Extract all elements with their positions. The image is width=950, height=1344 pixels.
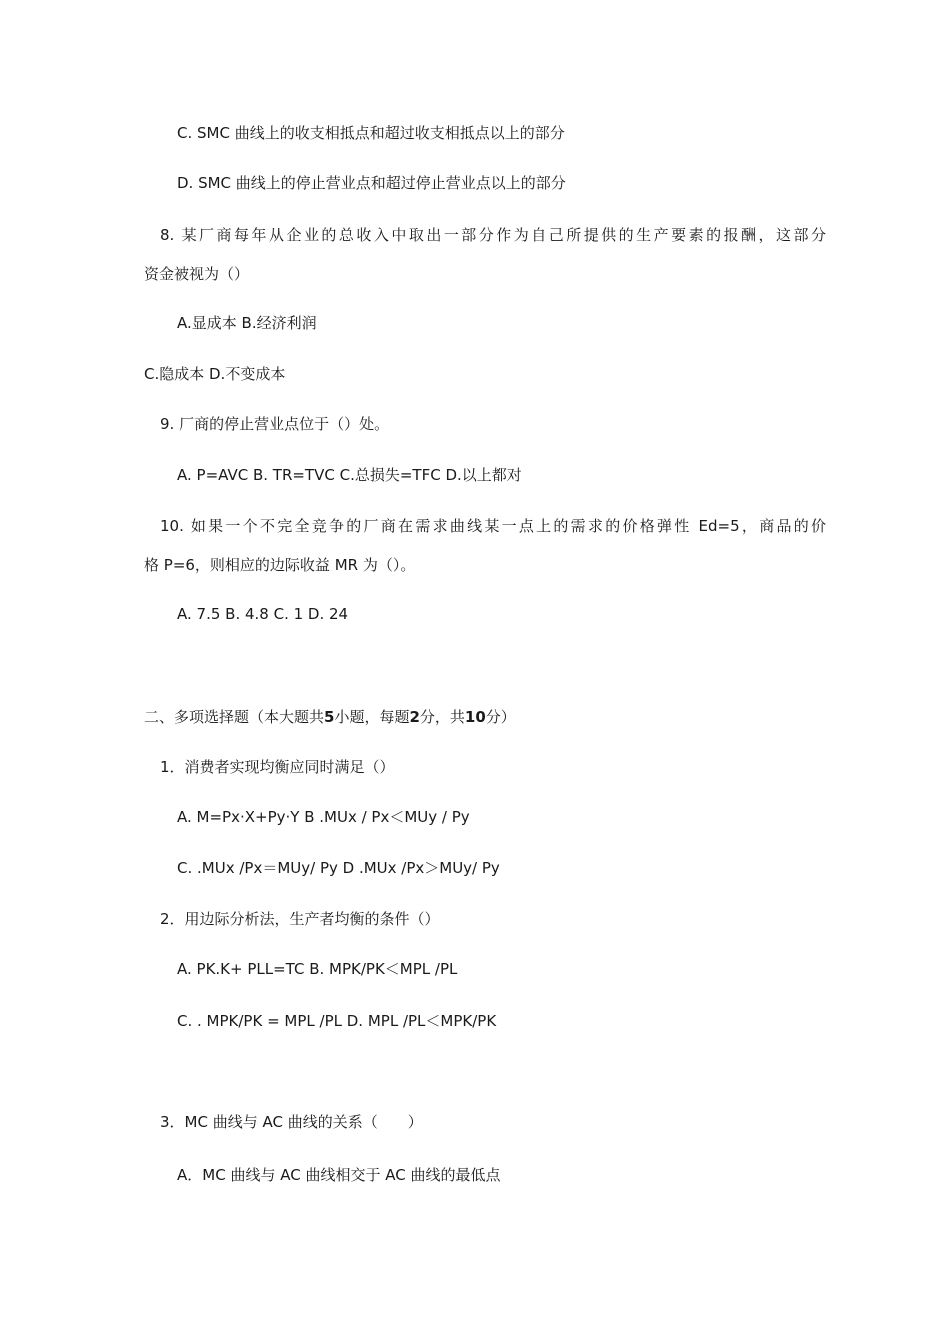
section2-question-count: 5 xyxy=(324,708,335,726)
q8-stem-line1: 8. 某厂商每年从企业的总收入中取出一部分作为自己所提供的生产要素的报酬，这部分 xyxy=(160,226,826,244)
m3-stem: 3．MC 曲线与 AC 曲线的关系（ ） xyxy=(160,1113,423,1131)
q9-stem: 9. 厂商的停止营业点位于（）处。 xyxy=(160,415,390,433)
m1-options-cd: C. .MUx /Px＝MUy/ Py D .MUx /Px＞MUy/ Py xyxy=(177,859,500,877)
m1-options-ab: A. M=Px·X+Py·Y B .MUx / Px＜MUy / Py xyxy=(177,808,470,826)
section2-total-points: 10 xyxy=(464,708,486,726)
m2-options-cd: C. . MPK/PK = MPL /PL D. MPL /PL＜MPK/PK xyxy=(177,1012,497,1030)
q10-stem-line1: 10. 如果一个不完全竞争的厂商在需求曲线某一点上的需求的价格弹性 Ed=5，商品的价 xyxy=(160,517,826,535)
section2-heading xyxy=(144,707,516,727)
q8-options-ab: A.显成本 B.经济利润 xyxy=(177,314,317,332)
section2-heading-part4: 分） xyxy=(485,708,516,726)
m1-stem: 1．消费者实现均衡应同时满足（） xyxy=(160,758,395,776)
m3-option-a: A．MC 曲线与 AC 曲线相交于 AC 曲线的最低点 xyxy=(177,1166,501,1184)
q9-options: A. P=AVC B. TR=TVC C.总损失=TFC D.以上都对 xyxy=(177,466,522,484)
m2-stem: 2．用边际分析法，生产者均衡的条件（） xyxy=(160,910,440,928)
q8-options-cd: C.隐成本 D.不变成本 xyxy=(144,365,286,383)
q7-option-c: C. SMC 曲线上的收支相抵点和超过收支相抵点以上的部分 xyxy=(177,124,565,142)
section2-heading-part1: 二、多项选择题（本大题共 xyxy=(144,708,325,726)
section2-points-each: 2 xyxy=(409,708,420,726)
q8-stem-line2: 资金被视为（） xyxy=(144,265,250,283)
q7-option-d: D. SMC 曲线上的停止营业点和超过停止营业点以上的部分 xyxy=(177,174,566,192)
section2-heading-part2: 小题，每题 xyxy=(334,708,410,726)
m2-options-ab: A. PK.K+ PLL=TC B. MPK/PK＜MPL /PL xyxy=(177,960,458,978)
q10-stem-line2: 格 P=6，则相应的边际收益 MR 为（）。 xyxy=(144,556,416,574)
q10-options: A. 7.5 B. 4.8 C. 1 D. 24 xyxy=(177,605,349,623)
section2-heading-part3: 分，共 xyxy=(419,708,465,726)
